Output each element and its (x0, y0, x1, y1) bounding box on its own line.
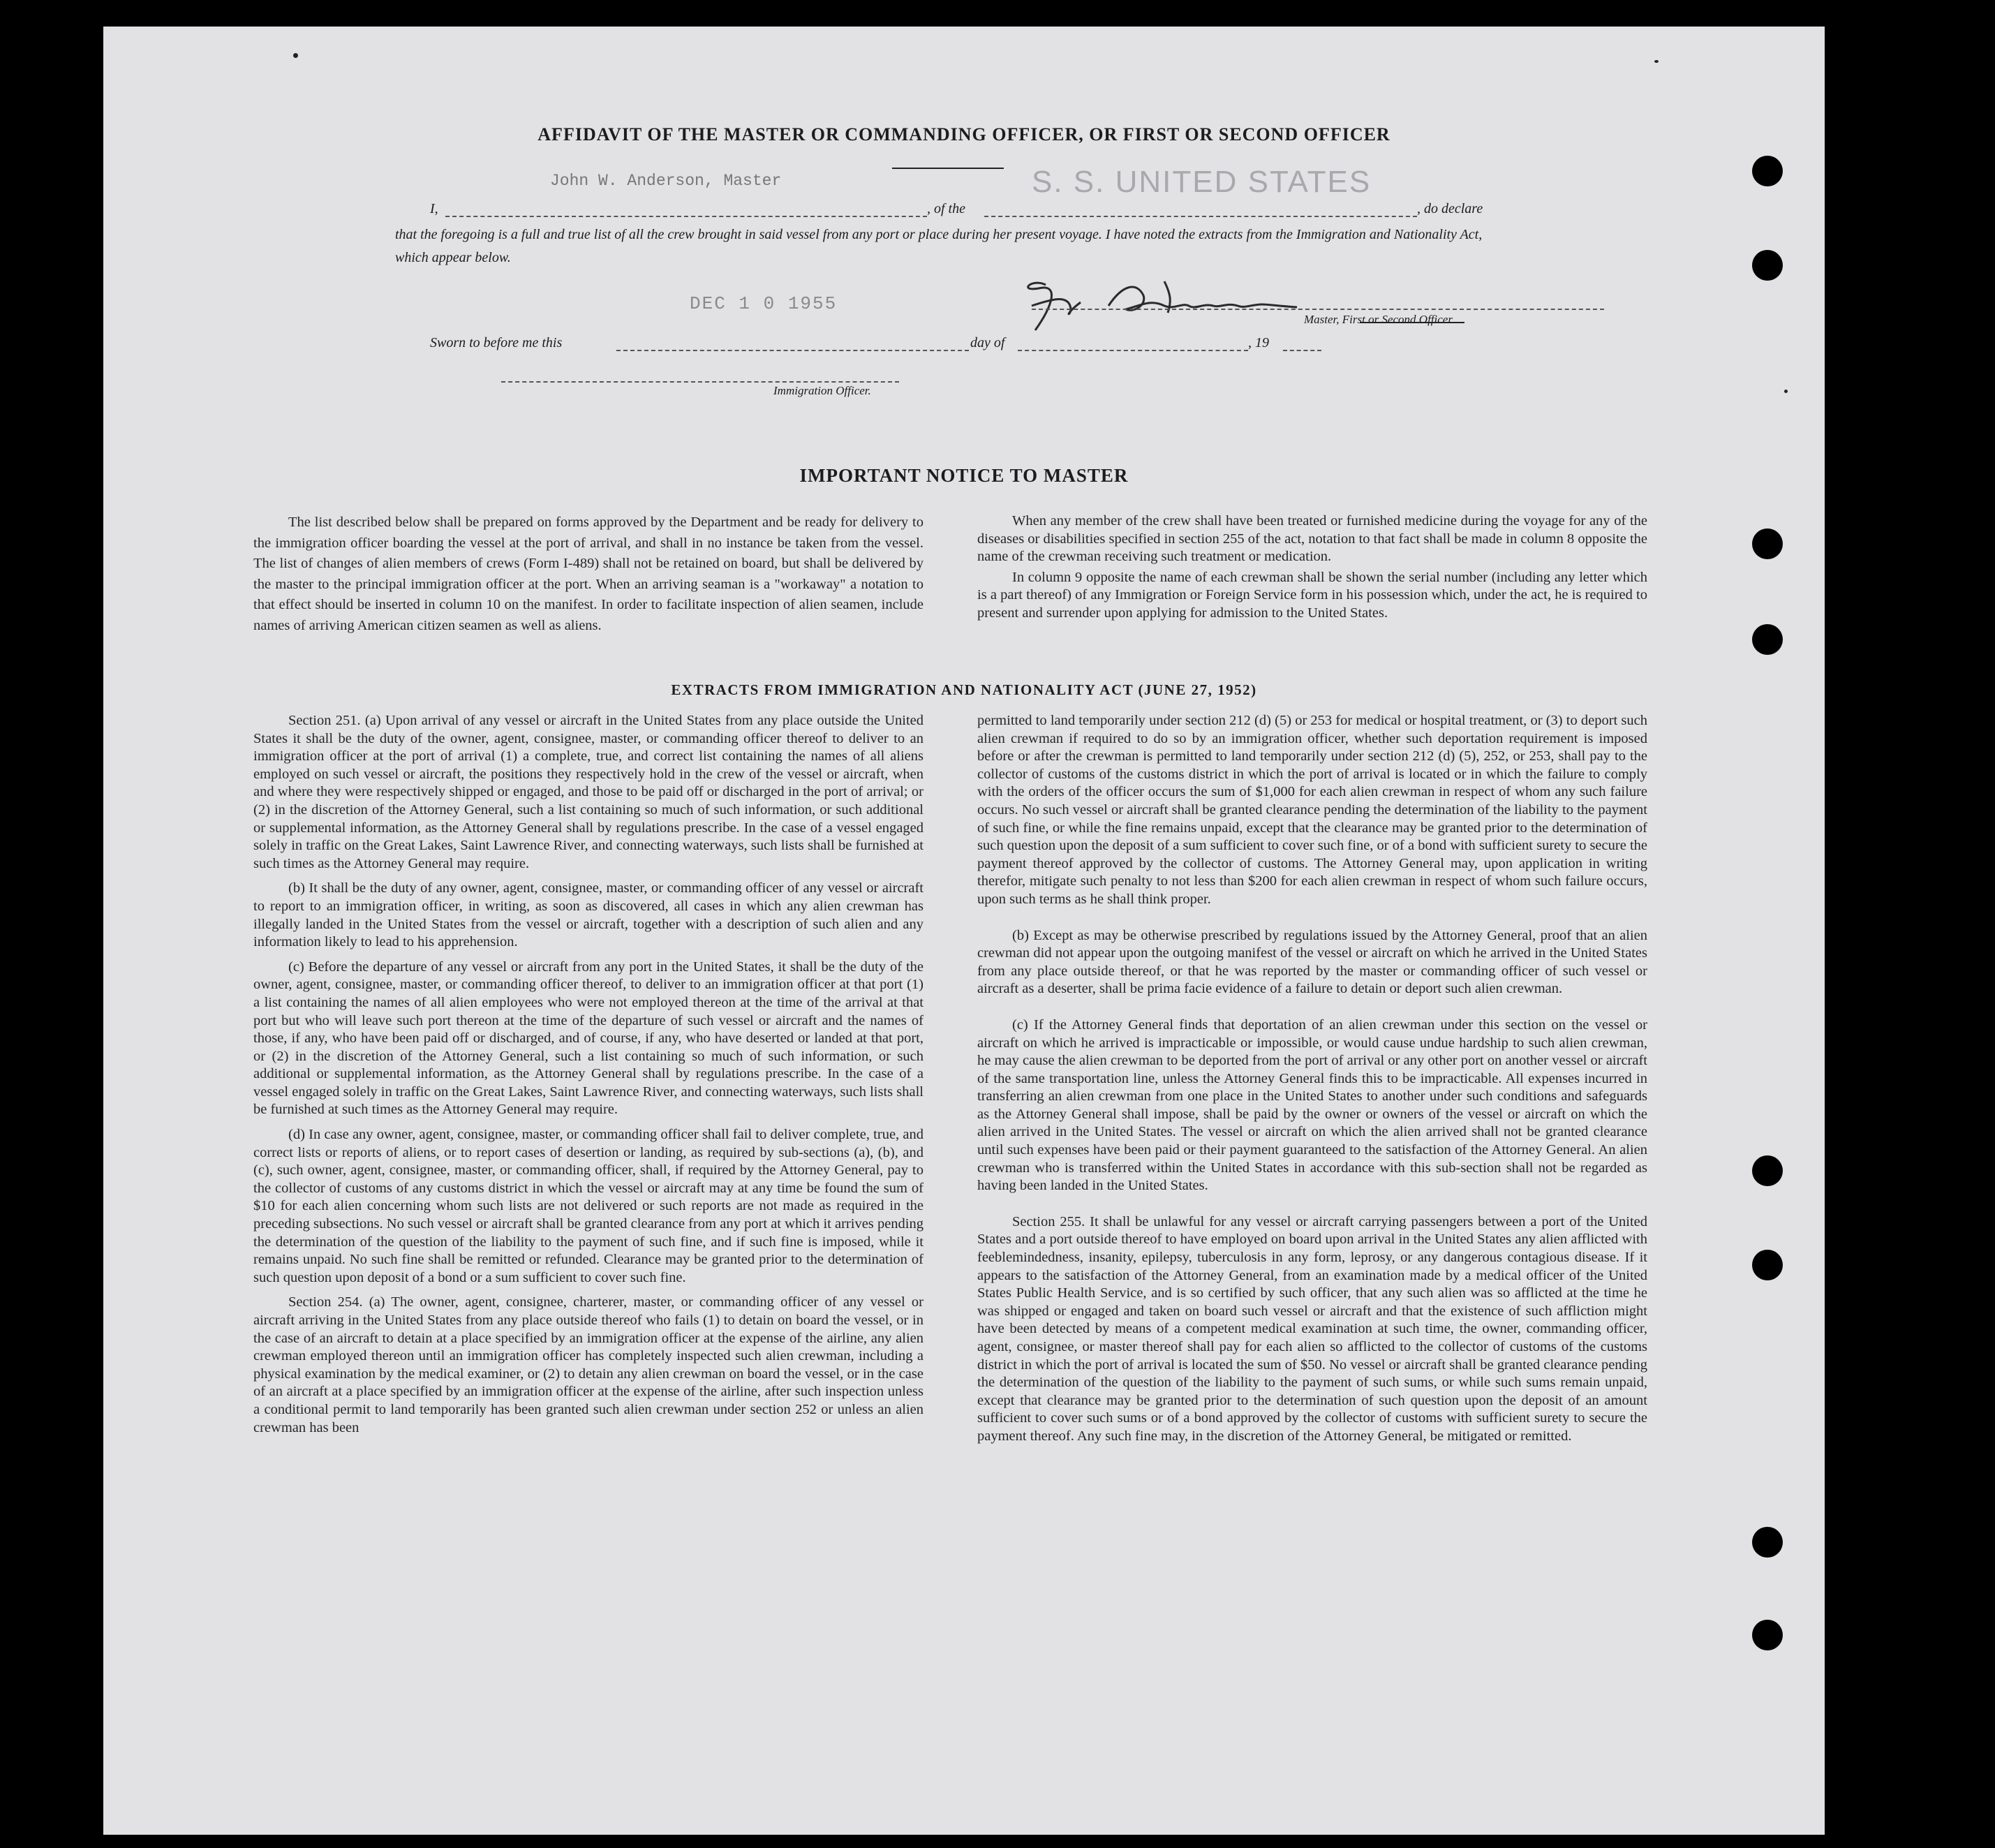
section-251-a: Section 251. (a) Upon arrival of any vessel or aircraft in the United States from any place outside the United States it shall be the duty of the owner, agent, consignee, master, or commanding officer thereof to deliver to an immigration officer at the port of arrival (1) a complete, true, and correct list containing the names of all aliens employed on such vessel or aircraft, the positions they respectively hold in the crew of the vessel or aircraft, when and where they were respectively shipped or engaged, and those to be paid off or discharged in the port of arrival; or (2) in the discretion of the Attorney General, such a list containing so much of such information, or such additional or supplemental information, as the Attorney General shall by regulations prescribe. In the case of a vessel engaged solely in traffic on the Great Lakes, Saint Lawrence River, and connecting waterways, such lists shall be furnished at such times as the Attorney General may require. (253, 713, 924, 871)
notice-right-column (977, 512, 1647, 629)
sworn-label: Sworn to before me this (430, 335, 563, 350)
punch-hole (1752, 624, 1783, 655)
notice-title: IMPORTANT NOTICE TO MASTER (799, 465, 1129, 486)
dust-speck (1654, 60, 1659, 63)
affidavit-title: AFFIDAVIT OF THE MASTER OR COMMANDING OFFICER, OR FIRST OR SECOND OFFICER (537, 124, 1390, 145)
extracts-right-column (977, 712, 1647, 1453)
title-divider (892, 168, 1004, 169)
section-251-c: (c) Before the departure of any vessel or aircraft from any port in the United States, it shall be the duty of the owner, agent, consignee, master, or commanding officer thereof, to deliver to an immigration officer at that port (1) a list containing the names of all alien employees who were not employed thereon at the time of the arrival at that port but who will leave such port thereon at the time of the departure of such vessel or aircraft and the names of those, if any, who have been paid off or discharged, and of course, if any, who have deserted or landed at that port, or (2) in the discretion of the Attorney General, such a list containing so much of such information, or such additional or supplemental information, as the Attorney General shall by regulations prescribe. In the case of a vessel engaged solely in traffic on the Great Lakes, Saint Lawrence River, and connecting waterways, such lists shall be furnished at such times as the Attorney General may require. (253, 959, 924, 1118)
dust-speck (293, 53, 298, 58)
punch-hole (1752, 1527, 1783, 1558)
immigration-officer-label: Immigration Officer. (773, 384, 871, 397)
punch-hole (1752, 1620, 1783, 1650)
punch-hole (1752, 1155, 1783, 1186)
i-label: I, (430, 201, 438, 216)
punch-hole (1752, 528, 1783, 559)
section-254-b: (b) Except as may be otherwise prescribed by regulations issued by the Attorney General, proof that an alien crewman did not appear upon the outgoing manifest of the vessel or aircraft on which he arrived in the United States from any place outside thereof, or that he was reported by the master or commanding officer of such vessel or aircraft as a deserter, shall be prima facie evidence of a failure to detain or deport such alien crewman. (977, 927, 1647, 997)
officer-line (501, 381, 899, 383)
extracts-title: EXTRACTS FROM IMMIGRATION AND NATIONALITY ACT (JUNE 27, 1952) (671, 681, 1257, 698)
punch-hole (1752, 250, 1783, 281)
punch-hole (1752, 156, 1783, 186)
section-254-a-continued: permitted to land temporarily under section 212 (d) (5) or 253 for medical or hospital treatment, or (3) to deport such alien crewman if required to do so by an immigration officer, whether such deportation requirement is imposed before or after the crewman is permitted to land temporarily under section 212 (d) (5), 252, or 253, shall pay to the collector of customs of the customs district in which the port of arrival is located or in which the failure to comply with the orders of the officer occurs the sum of $1,000 for each alien crewman in respect of whom any such failure occurs. No such vessel or aircraft shall be granted clearance pending the determination of the liability to the payment of such fine, or while the fine remains unpaid, except that the clearance may be granted prior to the determination of such question upon the deposit of a sum sufficient to cover such fine, or of a bond with sufficient surety to secure the payment thereof approved by the collector of customs. The Attorney General may, upon application in writing therefor, mitigate such penalty to not less than $200 for each alien crewman in respect of whom such failure occurs, upon such terms as he shall think proper. (977, 713, 1647, 907)
extracts-left-column (253, 712, 924, 1444)
date-stamp: DEC 1 0 1955 (690, 293, 838, 314)
section-254-a: Section 254. (a) The owner, agent, consignee, charterer, master, or commanding officer of any vessel or aircraft arriving in the United States from any place outside thereof who fails (1) to detain on board the vessel, or in the case of an aircraft to detain at a place specified by an immigration officer at the expense of the airline, any alien crewman employed thereon until an immigration officer has completely inspected such alien crewman, including a physical examination by the medical examiner, or (2) to detain any alien crewman on board the vessel, or in the case of an aircraft at a place specified by an immigration officer at the expense of the airline, after such inspection unless a conditional permit to land temporarily has been granted such alien crewman under section 252 or unless an alien crewman has been (253, 1294, 924, 1435)
day-of-label: day of (970, 335, 1005, 350)
ship-stamp: S. S. UNITED STATES (1032, 165, 1372, 199)
year-label: , 19 (1248, 335, 1269, 350)
typed-name: John W. Anderson, Master (550, 172, 782, 190)
notice-left-column (253, 512, 924, 643)
declaration-text: that the foregoing is a full and true list of all the crew brought in said vessel from any port or place during her present voyage. I have noted the extracts from the Immigration and Nationality Act, which appear below. (395, 227, 1483, 265)
section-251-b: (b) It shall be the duty of any owner, agent, consignee, master, or commanding officer of any vessel or aircraft to report to an immigration officer, in writing, as soon as discovered, all cases in which any alien crewman has illegally landed in the United States from the vessel or aircraft, together with a description of such alien and any information likely to lead to his apprehension. (253, 880, 924, 950)
master-label: Master, First or Second Officer. (1304, 313, 1455, 326)
section-254-c: (c) If the Attorney General finds that deportation of an alien crewman under this section on the vessel or aircraft on which he arrived is impracticable or impossible, or would cause undue hardship to such alien crewman, he may cause the alien crewman to be deported from the port of arrival or any other port on another vessel or aircraft of the same transportation line, unless the Attorney General finds this to be impracticable. All expenses incurred in transferring an alien crewman from one place in the United States to another under such conditions and safeguards as the Attorney General shall impose, shall be paid by the owner or owners of the vessel or aircraft on which the alien arrived in the United States. The vessel or aircraft on which the alien arrived shall not be granted clearance until such expenses have been paid or their payment guaranteed to the satisfaction of the Attorney General. An alien crewman who is transferred within the United States in accordance with this sub-section shall not be regarded as having been landed in the United States. (977, 1017, 1647, 1194)
punch-hole (1752, 1250, 1783, 1280)
strikethrough-mark (1360, 322, 1464, 323)
signature-image (1004, 264, 1353, 341)
sworn-day-line (616, 350, 969, 351)
of-the-label: , of the (927, 201, 965, 216)
section-255: Section 255. It shall be unlawful for any vessel or aircraft carrying passengers between a port of the United States and a port outside thereof to have employed on board upon arrival in the United States any alien afflicted with feeblemindedness, insanity, epilepsy, tuberculosis in any form, leprosy, or any dangerous contagious disease. If it appears to the satisfaction of the Attorney General, from an examination made by a medical officer of the United States Public Health Service, and is so certified by such officer, that any such alien was so afflicted at the time he was shipped or engaged and taken on board such vessel or aircraft and that the existence of such affliction might have been detected by means of a competent medical examination at such time, the owner, commanding officer, agent, consignee, or master thereof shall pay for each alien so afflicted to the collector of customs of the customs district in which the port of arrival is located the sum of $50. No vessel or aircraft shall be granted clearance pending the determination of the question of the liability to the payment of such sums, or while such sums remain unpaid, except that clearance may be granted prior to the determination of such question upon the deposit of an amount sufficient to cover such sums or of a bond approved by the collector of customs with sufficient surety to secure the payment thereof. Any such fine may, in the discretion of the Attorney General, be mitigated or remitted. (977, 1213, 1647, 1444)
sworn-month-line (1018, 350, 1248, 351)
document-page (103, 27, 1825, 1835)
section-251-d: (d) In case any owner, agent, consignee, master, or commanding officer shall fail to deliver complete, true, and correct lists or reports of aliens, or to report cases of desertion or landing, as required by sub-sections (a), (b), and (c), such owner, agent, consignee, master, or commanding officer, shall, if required by the Attorney General, pay to the collector of customs of any customs district in which the vessel or aircraft may at any time be found the sum of $10 for each alien concerning whom such lists are not delivered or such reports are not made as required in the preceding subsections. No such vessel or aircraft shall be granted clearance from any port at which it arrives pending the determination of the question of the liability to the payment of such fine, and if such fine is imposed, while it remains unpaid. No such fine shall be remitted or refunded. Clearance may be granted prior to the determination of such question upon deposit of a bond or a sum sufficient to cover such fine. (253, 1127, 924, 1285)
notice-right-paragraph-2: In column 9 opposite the name of each crewman shall be shown the serial number (including any letter which is a part thereof) of any Immigration or Foreign Service form in his possession which, under the act, he is required to present and surrender upon applying for admission to the United States. (977, 569, 1647, 621)
vessel-line (984, 216, 1417, 217)
sworn-year-line (1283, 350, 1321, 351)
dust-speck (1784, 390, 1788, 393)
notice-left-paragraph: The list described below shall be prepared on forms approved by the Department and be ready for delivery to the immigration officer boarding the vessel at the port of arrival, and shall in no instance be taken from the vessel. The list of changes of alien members of crews (Form I-489) shall not be retained on board, but shall be delivered by the master to the principal immigration officer at the port. When an arriving seaman is a "workaway" a notation to that effect should be inserted in column 10 on the manifest. In order to facilitate inspection of alien seamen, include names of arriving American citizen seamen as well as aliens. (253, 515, 924, 633)
signature-line (1032, 309, 1604, 310)
do-declare-label: , do declare (1417, 201, 1483, 216)
name-line (445, 216, 927, 217)
notice-right-paragraph-1: When any member of the crew shall have been treated or furnished medicine during the voyage for any of the diseases or disabilities specified in section 255 of the act, notation to that fact shall be made in column 8 opposite the name of the crewman receiving such treatment or medication. (977, 513, 1647, 564)
